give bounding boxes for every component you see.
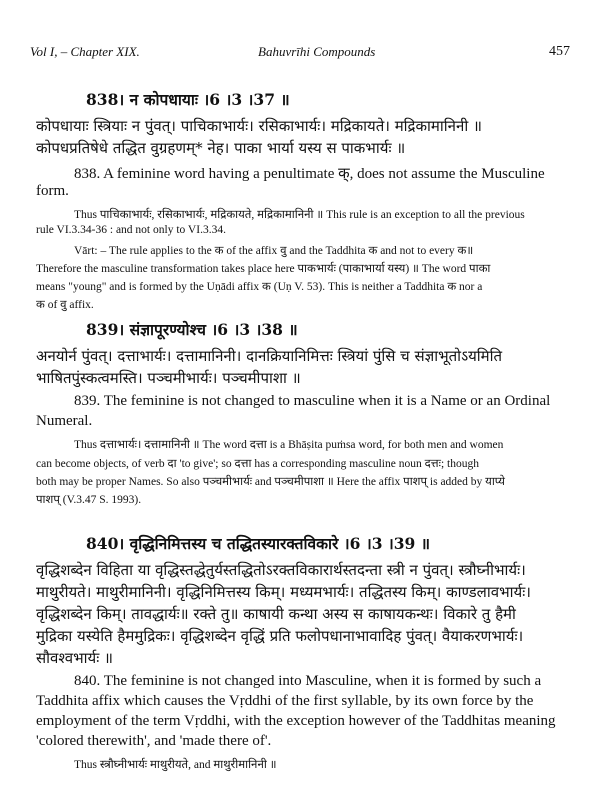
- note-839-line-2: can become objects, of verb दा 'to give'; so दत्ता has a corresponding masculine noun दत्तः; though: [36, 458, 479, 470]
- note-838-line-3: Vārt: – The rule applies to the क of the affix वु and the Taddhita क and not to every क॥: [74, 245, 474, 257]
- sutra-840-heading: 840। वृद्धिनिमित्तस्य च तद्धितस्यारक्तविकारे ।6 ।3 ।39 ॥: [86, 534, 431, 553]
- translation-840-line-4: 'colored therewith', and 'made there of'.: [36, 733, 272, 749]
- translation-840-line-3: employment of the term Vṛddhi, with the exception however of the Taddhitas meaning: [36, 713, 556, 729]
- header-volume-chapter: Vol I, – Chapter XIX.: [30, 44, 140, 59]
- commentary-840-line-2: माथुरीयते। माथुरीमानिनी। वृद्धिनिमित्तस्य किम्। मध्यमभार्यः। तद्धितस्य किम्। काण्डलावभार्यः।: [36, 583, 531, 601]
- sutra-838-heading: 838। न कोपधायाः ।6 ।3 ।37 ॥: [86, 90, 290, 109]
- commentary-840-line-5: सौवश्वभार्यः ॥: [36, 649, 113, 667]
- commentary-840-line-1: वृद्धिशब्देन विहिता या वृद्धिस्तद्धेतुर्यस्तद्धितोऽरक्तविकारार्थस्तदन्ता स्त्री न पुंवत्। स्त्रौघ्नीभार्यः।: [36, 561, 526, 579]
- note-838-line-2: rule VI.3.34-36 : and not only to VI.3.34.: [36, 224, 226, 236]
- commentary-839-line-1: अनयोर्न पुंवत्। दत्ताभार्यः। दत्तामानिनी। दानक्रियानिमित्तः स्त्रियां पुंसि च संज्ञाभूतोऽयमिति: [36, 347, 503, 365]
- running-header: [30, 44, 570, 68]
- translation-839-line-1: 839. The feminine is not changed to masculine when it is a Name or an Ordinal: [74, 393, 551, 409]
- note-839-line-1: Thus दत्ताभार्यः। दत्तामानिनी ॥ The word दत्ता is a Bhāṣita puṁsa word, for both men and women: [74, 439, 504, 451]
- note-840-line-1: Thus स्त्रौघ्नीभार्यः माथुरीयते, and माथुरीमानिनी ॥: [74, 759, 277, 771]
- commentary-839-line-2: भाषितपुंस्कत्वमस्ति। पञ्चमीभार्यः। पञ्चमीपाशा ॥: [36, 369, 301, 387]
- translation-840-line-1: 840. The feminine is not changed into Masculine, when it is formed by such a: [74, 673, 542, 689]
- commentary-840-line-3: वृद्धिशब्देन किम्। तावद्धार्यः॥ रक्ते तु॥ काषायी कन्था अस्य स काषायकन्थः। विकारे तु हैमी: [36, 605, 516, 623]
- sutra-839-heading: 839। संज्ञापूरण्योश्च ।6 ।3 ।38 ॥: [86, 320, 298, 339]
- commentary-840-line-4: मुद्रिका यस्येति हैममुद्रिकः। वृद्धिशब्देन वृद्धिं प्रति फलोपधानाभावादिह पुंवत्। वैयाकरणभार्यः।: [36, 627, 524, 645]
- note-838-line-4: Therefore the masculine transformation takes place here पाकभार्यः (पाकाभार्या यस्य) ॥ The word पाका: [36, 263, 491, 275]
- commentary-838-line-1: कोपधायाः स्त्रियाः न पुंवत्। पाचिकाभार्यः। रसिकाभार्यः। मद्रिकायते। मद्रिकामानिनी ॥: [36, 117, 482, 135]
- page-number: 457: [549, 44, 570, 59]
- translation-838-line-2: form.: [36, 183, 69, 199]
- note-839-line-3: both may be proper Names. So also पञ्चमीभार्यः and पञ्चमीपाशा ॥ Here the affix पाशप् is added by याप्ये: [36, 476, 505, 488]
- commentary-838-line-2: कोपधप्रतिषेधे तद्धित वुग्रहणम्* नेह। पाका भार्या यस्य स पाकभार्यः ॥: [36, 139, 406, 157]
- translation-839-line-2: Numeral.: [36, 413, 93, 429]
- header-title: Bahuvrīhi Compounds: [258, 44, 376, 59]
- translation-838-line-1: 838. A feminine word having a penultimate क्, does not assume the Musculine: [74, 166, 545, 182]
- note-838-line-5: means "young" and is formed by the Uṇādi affix क (Uṇ V. 53). This is neither a Taddhita क nor a: [36, 281, 483, 293]
- note-839-line-4: पाशप् (V.3.47 S. 1993).: [36, 494, 142, 506]
- translation-840-line-2: Taddhita affix which causes the Vṛddhi of the first syllable, by its own force by the: [36, 693, 534, 709]
- note-838-line-1: Thus पाचिकाभार्यः, रसिकाभार्यः, मद्रिकायते, मद्रिकामानिनी ॥ This rule is an exception to all the previous: [74, 209, 525, 221]
- note-838-line-6: क of वु affix.: [36, 299, 94, 311]
